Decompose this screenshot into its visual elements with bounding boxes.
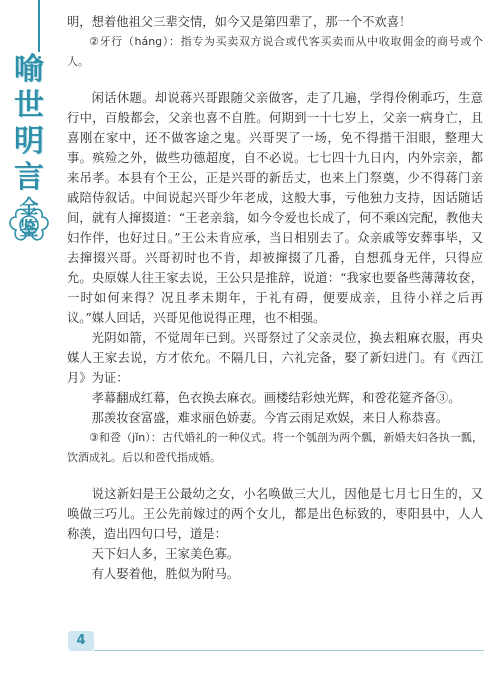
poem-line: 孝幕翻成红幕，色衣换去麻衣。画楼结彩烛光辉，和卺花筵齐备③。	[91, 391, 461, 405]
footnote: ②牙行（háng）：指专为买卖双方说合或代客买卖而从中收取佣金的商号或个人。	[67, 35, 483, 68]
paragraph: 闲话休题。却说蒋兴哥跟随父亲做客，走了几遍，学得伶俐乖巧，生意行中，百般都会，父亲也喜不自胜。何期到一十七岁上，父亲一病身亡，且喜刚在家中，还不做客途之鬼。兴哥哭了一场，免不得揩干泪眼，整理大事。殡殓之外，做些功德超度，自不必说。七七四十九日内，内外宗亲，都来吊孝。本县有个王公，正是兴哥的新岳丈，也来上门祭奠，少不得蒋门亲戚陪侍叙话。中间说起兴哥少年老成，这般大事，亏他独力支持，因话随话间，就有人撺掇道：“王老亲翁，如今令爱也长成了，何不乘凶完配，教他夫妇作伴，也好过日。”王公未肯应承，当日相别去了。众亲戚等安葬事毕，又去撺掇兴哥。兴哥初时也不肯，却被撺掇了几番，自想孤身无伴，只得应允。央原媒人往王家去说，王公只是推辞，说道：“我家也要备些薄薄妆奁，一时如何来得？况且孝未期年，于礼有碍，便要成亲，且待小祥之后再议。”媒人回话，兴哥见他说得正理，也不相强。	[67, 91, 483, 325]
page-body	[67, 12, 483, 584]
paragraph: 光阴如箭，不觉周年已到。兴哥祭过了父亲灵位，换去粗麻衣服，再央媒人王家去说，方才依允。不隔几日，六礼完备，娶了新妇进门。有《西江月》为证：	[67, 331, 483, 385]
paragraph: 说这新妇是王公最幼之女，小名唤做三大儿，因他是七月七日生的，又唤做三巧儿。王公先前嫁过的两个女儿，都是出色标致的，枣阳县中，人人称羡，造出四句口号，道是：	[67, 487, 483, 541]
title-char: 明	[14, 124, 44, 159]
verse-line: 天下妇人多，王家美色寡。	[91, 547, 240, 561]
poem-line: 那羡妆奁富盛，难求丽色娇妻。今宵云雨足欢娱，来日人称恭喜。	[91, 411, 449, 425]
decor-line	[38, 0, 40, 52]
paragraph: 明，想着他祖父三辈交情，如今又是第四辈了，那一个不欢喜！	[67, 15, 412, 29]
footer-rule	[94, 650, 484, 651]
cloud-ornament-icon	[4, 200, 54, 250]
verse-line: 有人娶着他，胜似为附马。	[91, 567, 240, 581]
title-char: 喻	[14, 52, 44, 87]
subtitle-char: 鉴	[19, 218, 39, 240]
title-char: 世	[14, 88, 44, 123]
page-number: 4	[68, 631, 94, 651]
title-char: 言	[14, 160, 44, 195]
subtitle-char: 全	[19, 196, 39, 218]
footnote: ③和卺（jǐn）：古代婚礼的一种仪式。将一个瓠剖为两个瓢，新婚夫妇各执一瓢，饮酒成礼。后以和卺代指成婚。	[67, 431, 483, 464]
side-decoration	[0, 0, 58, 698]
